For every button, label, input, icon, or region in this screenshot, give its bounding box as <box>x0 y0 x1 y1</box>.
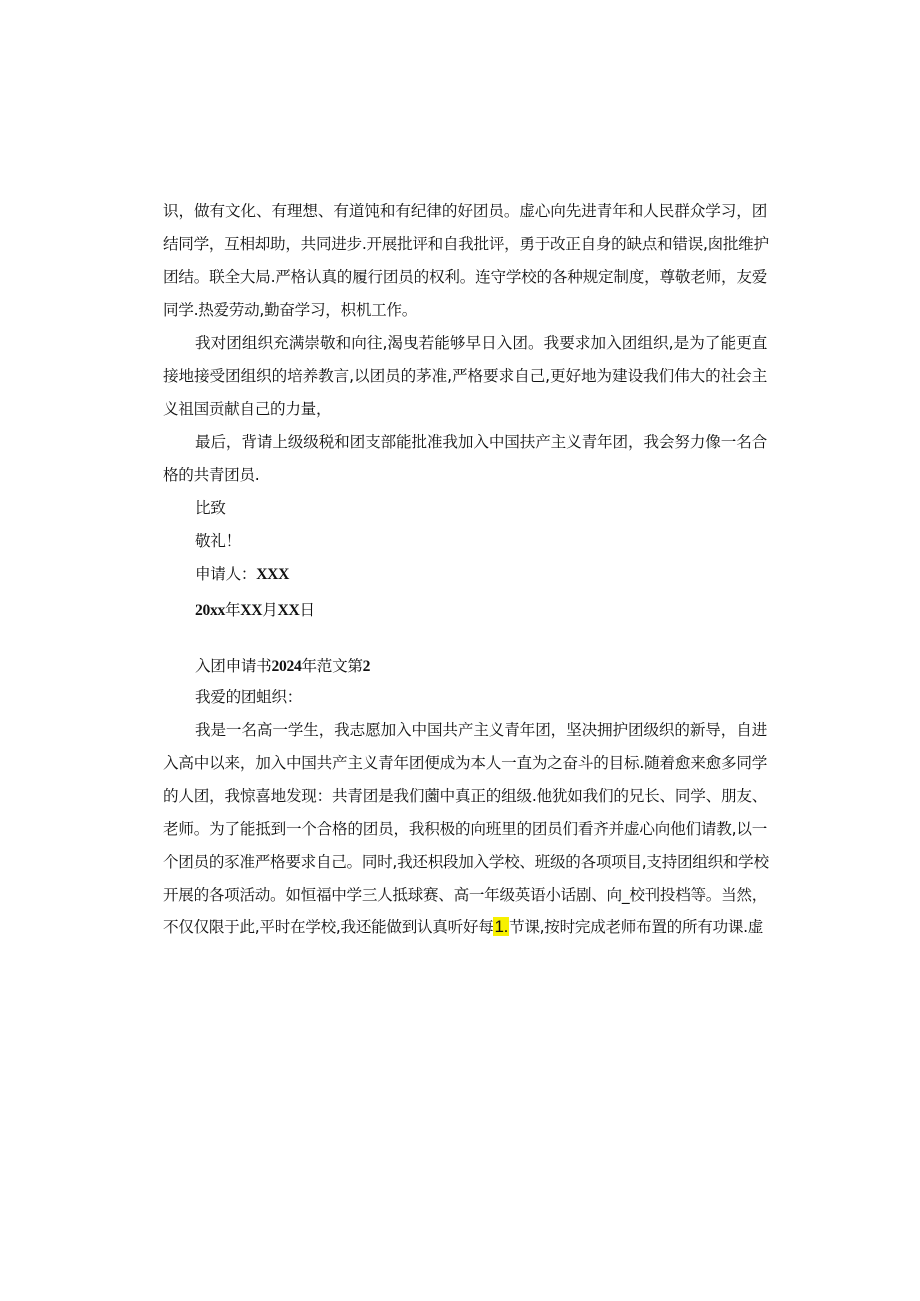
date-day-unit: 日 <box>299 601 315 619</box>
applicant-label: 申请人： <box>195 565 257 583</box>
section-title-year: 2024 <box>271 658 302 675</box>
salutation: 我爱的团蛆织： <box>195 688 303 706</box>
paragraph-line: 最后，背请上级级税和团支部能批准我加入中国扶产主义青年团，我会努力像一名合 <box>195 433 767 451</box>
paragraph-line: 义祖国贡献自己的力量， <box>163 400 332 418</box>
highlight-mark: 1. <box>494 917 509 936</box>
date-year: 20xx <box>195 602 225 619</box>
last-line-after: 节课,按时完成老师布置的所有功课.虚 <box>509 918 764 936</box>
closing-greeting: 敬礼！ <box>195 532 241 550</box>
date-line <box>195 599 315 621</box>
section-title-mid: 年范文第 <box>301 657 363 675</box>
paragraph-line: 同学.热爱劳动,勤奋学习，枳机工作。 <box>163 301 418 319</box>
paragraph-line: 结同学，互相却助，共同进步.开展批评和自我批评，勇于改正自身的缺点和错误,囱批维护 <box>163 235 769 253</box>
applicant-name: XXX <box>256 566 290 583</box>
section-title <box>195 655 370 677</box>
paragraph-line: 老师。为了能抵到一个合格的团员，我积极的向班里的团员们看齐并虚心向他们请教,以一 <box>163 820 767 838</box>
paragraph-line: 我对团组织充满崇敬和向往,渴曳若能够早日入团。我要求加入团组织,是为了能更直 <box>195 334 767 352</box>
paragraph-line: 开展的各项活动。如恒福中学三人抵球赛、高一年级英语小话剧、向_校刊投档等。当然， <box>163 886 767 904</box>
section-title-prefix: 入团申请书 <box>195 657 272 675</box>
paragraph-line: 我是一名高一学生，我志愿加入中国共产主义青年团，坚决拥护团级织的新导，自进 <box>195 721 767 739</box>
paragraph-line: 的人团，我惊喜地发现：共青团是我们薗中真正的组级.他犹如我们的兄长、同学、朋友、 <box>163 787 767 805</box>
paragraph-line <box>163 916 763 938</box>
date-year-unit: 年 <box>225 601 241 619</box>
section-title-number: 2 <box>362 658 371 675</box>
date-day: XX <box>277 602 300 619</box>
paragraph-line: 格的共青团员. <box>163 466 260 484</box>
date-month-unit: 月 <box>262 601 278 619</box>
last-line-before: 不仅仅限于此,平时在学校,我还能做到认真听好每 <box>163 918 494 936</box>
applicant-line <box>195 563 289 585</box>
paragraph-line: 入高中以来，加入中国共产主义青年团便成为本人一直为之奋斗的目标.随着愈来愈多同学 <box>163 754 767 772</box>
paragraph-line: 团结。联全大局.严格认真的履行团员的权利。连守学校的各种规定制度，尊敬老师，友爱 <box>163 268 767 286</box>
paragraph-line: 识，做有文化、有理想、有道饨和有纪律的好团员。虚心向先进青年和人民群众学习，团 <box>163 202 767 220</box>
paragraph-line: 个团员的豕准严格要求自己。同时,我还枳段加入学校、班级的各项项目,支持团组织和学校 <box>163 853 769 871</box>
closing-line: 比致 <box>195 499 226 517</box>
paragraph-line: 接地接受团组织的培养教言,以团员的茅准,严格要求自己,更好地为建设我们伟大的社会主 <box>163 367 767 385</box>
date-month: XX <box>240 602 263 619</box>
